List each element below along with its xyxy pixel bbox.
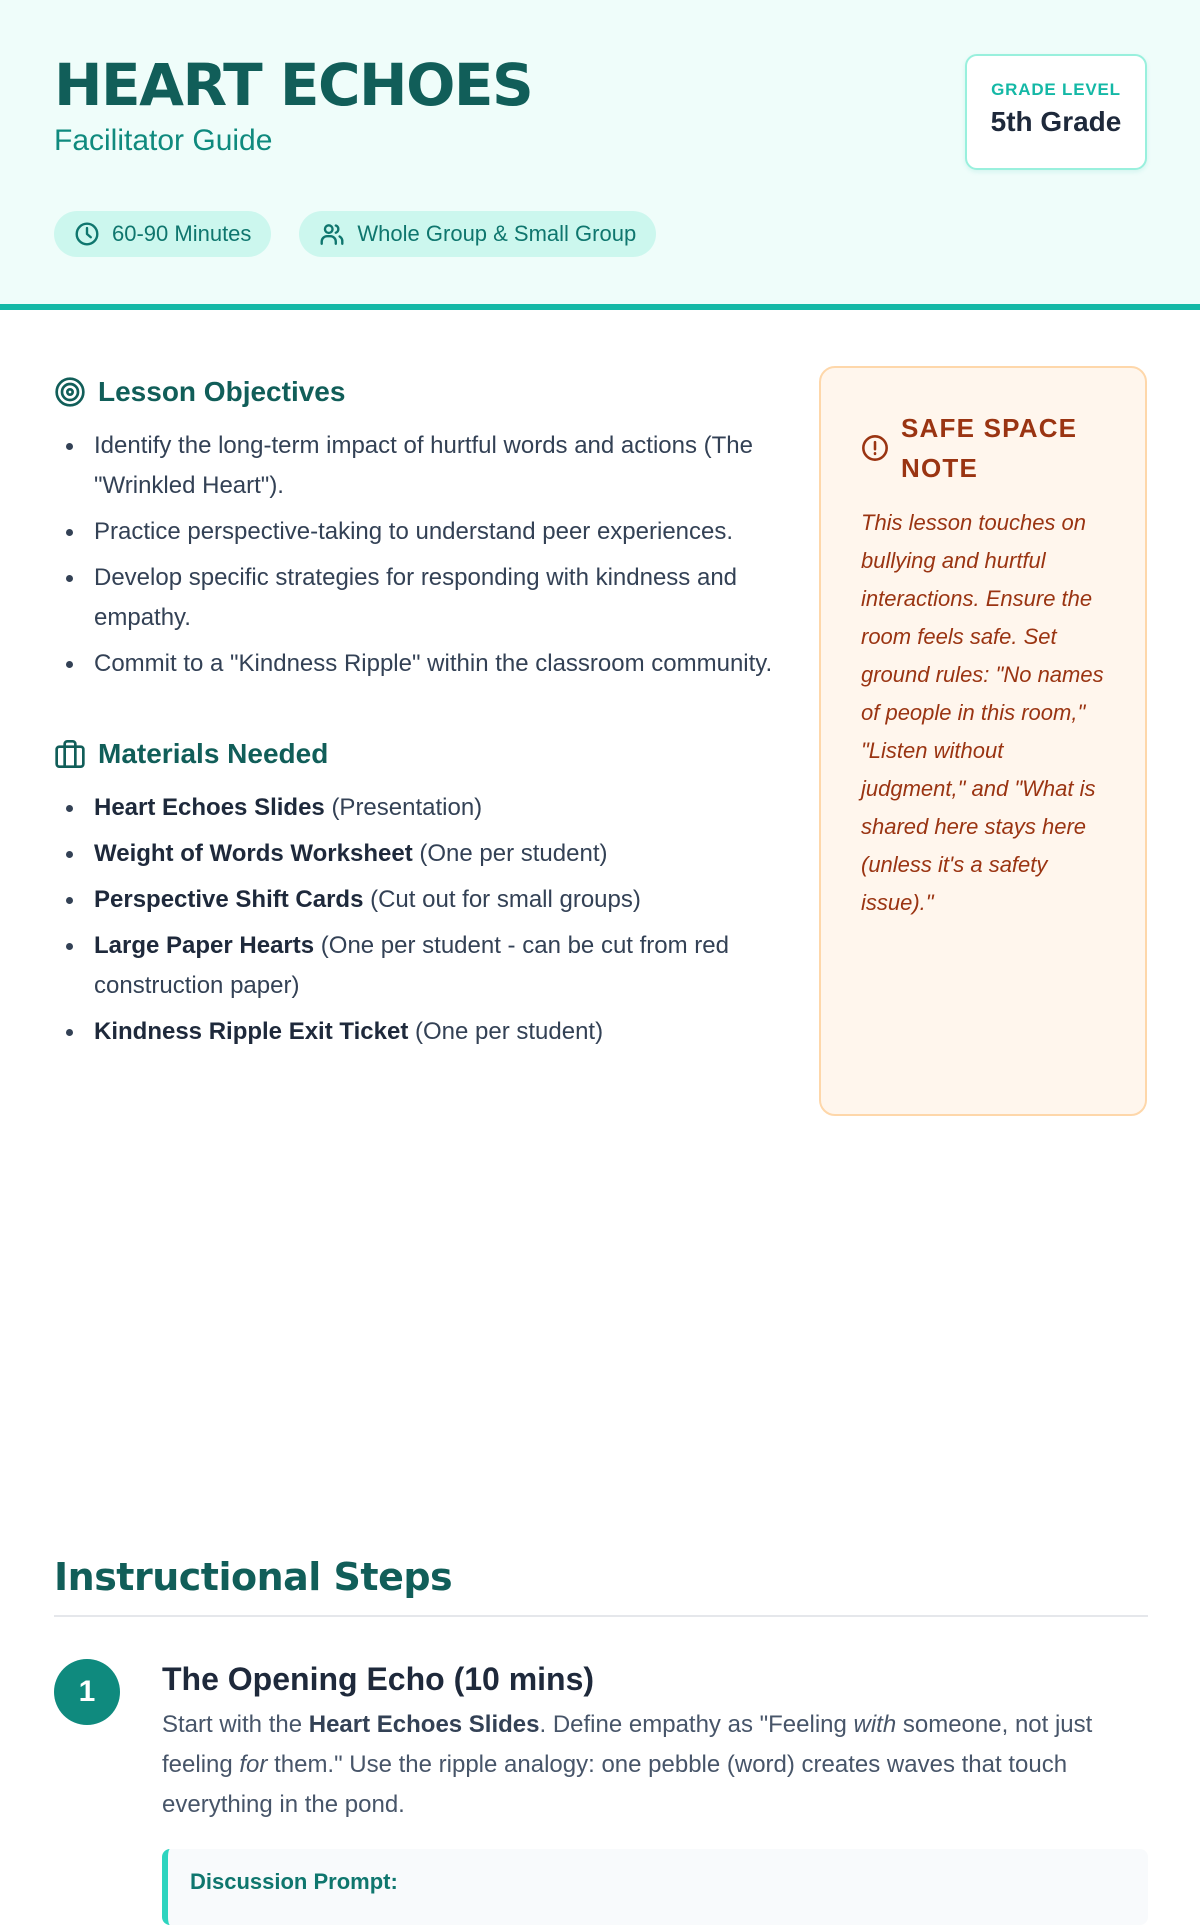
objectives-heading <box>54 376 774 408</box>
objectives-list <box>54 426 774 684</box>
step-text: . Define empathy as "Feeling <box>539 1711 854 1738</box>
grade-level-value: 5th Grade <box>990 106 1122 137</box>
clock-icon <box>74 221 100 247</box>
material-name: Large Paper Hearts <box>94 932 315 959</box>
lesson-objectives-section <box>54 376 774 684</box>
material-note: (One per student - can be cut from red construction paper) <box>94 932 729 999</box>
material-note: (One per student) <box>414 1018 604 1045</box>
material-name: Perspective Shift Cards <box>94 886 364 913</box>
step-text: them." Use the ripple analogy: one pebble (word) creates waves that touch everything in the pond. <box>162 1751 1068 1818</box>
step-emphasis: with <box>853 1711 897 1738</box>
duration-badge <box>54 211 271 257</box>
objective-item: Commit to a "Kindness Ripple" within the classroom community. <box>54 644 774 684</box>
material-name: Kindness Ripple Exit Ticket <box>94 1018 409 1045</box>
material-item <box>54 1012 774 1052</box>
material-name: Heart Echoes Slides <box>94 794 325 821</box>
material-note: (One per student) <box>419 840 608 867</box>
steps-divider <box>54 1615 1148 1617</box>
materials-list <box>54 788 774 1052</box>
discussion-prompt-box <box>162 1849 1148 1925</box>
grouping-label: Whole Group & Small Group <box>357 221 637 246</box>
safe-space-text: This lesson touches on bullying and hurtful interactions. Ensure the room feels safe. Set ground rules: "No names of people in this room," "Listen without judgment," and "What is shared here stays here (unless it's a safety issue)." <box>861 510 1104 915</box>
step-item <box>54 1659 1148 1925</box>
steps-heading: Instructional Steps <box>54 1555 453 1599</box>
materials-section <box>54 738 774 1052</box>
objective-item: Identify the long-term impact of hurtful words and actions (The "Wrinkled Heart"). <box>54 426 774 506</box>
safe-space-title: SAFE SPACE NOTE <box>901 413 1078 483</box>
material-item <box>54 834 774 874</box>
objective-item: Develop specific strategies for responding with kindness and empathy. <box>54 558 774 638</box>
grade-level-card <box>965 54 1147 170</box>
instructional-steps-section <box>54 1555 1148 1925</box>
material-note: (Cut out for small groups) <box>370 886 641 913</box>
users-icon <box>319 221 345 247</box>
step-bold-reference: Heart Echoes Slides <box>308 1711 540 1738</box>
alert-circle-icon <box>861 434 889 462</box>
step-emphasis: for <box>239 1751 268 1778</box>
materials-heading <box>54 738 774 770</box>
briefcase-icon <box>54 738 86 770</box>
page-header <box>0 0 1200 310</box>
step-text: Start with the <box>162 1711 309 1738</box>
safe-space-note <box>819 366 1147 1116</box>
page-title: HEART ECHOES <box>54 51 533 119</box>
duration-label: 60-90 Minutes <box>112 221 252 246</box>
step-number-badge: 1 <box>54 1659 120 1725</box>
objectives-heading-text: Lesson Objectives <box>98 376 346 407</box>
step-title: The Opening Echo (10 mins) <box>162 1661 595 1697</box>
target-icon <box>54 376 86 408</box>
material-item <box>54 926 774 1006</box>
meta-badges <box>54 211 656 257</box>
material-item <box>54 880 774 920</box>
material-note: (Presentation) <box>331 794 483 821</box>
material-name: Weight of Words Worksheet <box>94 840 413 867</box>
page-subtitle: Facilitator Guide <box>54 124 273 157</box>
discussion-prompt-label: Discussion Prompt: <box>190 1869 398 1894</box>
step-text: someone, not just feeling <box>162 1711 1093 1778</box>
objective-item: Practice perspective-taking to understand peer experiences. <box>54 512 774 552</box>
safe-space-header <box>861 408 1109 488</box>
overview-column <box>54 376 774 1058</box>
grade-level-label: GRADE LEVEL <box>991 80 1121 99</box>
materials-heading-text: Materials Needed <box>98 738 329 769</box>
material-item <box>54 788 774 828</box>
grouping-badge <box>299 211 656 257</box>
step-description <box>162 1705 1148 1825</box>
